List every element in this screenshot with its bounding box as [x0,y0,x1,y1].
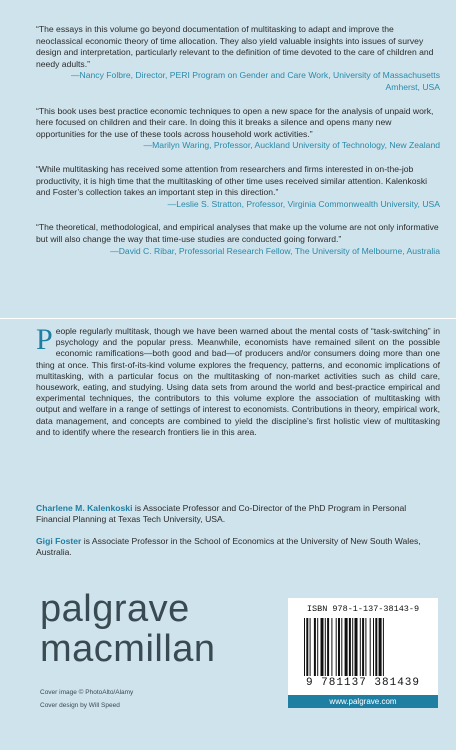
endorsement-quote [36,222,440,257]
author-bio-text: is Associate Professor in the School of Economics at the University of New South Wales, Australia. [36,536,421,558]
cover-design-credit: Cover design by Will Speed [40,702,120,709]
author-bio [36,536,440,559]
cover-image-credit: Cover image © PhotoAlto/Alamy [40,689,134,696]
publisher-logo [40,590,216,668]
quote-attribution: —Marilyn Waring, Professor, Auckland University of Technology, New Zealand [143,140,440,151]
cover-credits [40,686,133,712]
endorsement-quote [36,164,440,210]
description-text: eople regularly multitask, though we have been warned about the mental costs of “task-switching” in psychology and the popular press. Meanwhile, economists have remained silent on the possible economic ramifications—both good and bad—of producers and/or consumers doing more than one thing at once. This first-of-its-kind volume explores the frequency, patterns, and economic implications of multitasking, with a particular focus on the multitasking of non-market activities such as child care, housework, eating, and studying. Using data sets from around the world and best-practice empirical and experimental techniques, the contributors to this volume explore the association of multitasking with output and welfare in a range of settings of interest to economists. Contributions in theory, empirical work, data management, and concepts are combined to yield the discipline’s first holistic view of multitasking and to identify where the research frontiers lie in this area. [36,326,440,437]
endorsement-quote [36,24,440,94]
quote-text: “The theoretical, methodological, and empirical analyses that make up the volume are not only informative but will also change the way that time-use studies are conducted going forward.” [36,222,439,244]
section-divider [0,318,456,319]
quote-attribution: —Nancy Folbre, Director, PERI Program on Gender and Care Work, University of Massachusetts Amherst, USA [70,70,440,92]
quote-attribution: —David C. Ribar, Professorial Research Fellow, The University of Melbourne, Australia [110,245,440,256]
drop-cap: P [36,323,53,356]
logo-line-2: macmillan [40,628,216,670]
quote-text: “While multitasking has received some attention from researchers and firms interested in on-the-job productivity, it is high time that the multitasking of other time uses received similar attention. Kalenkoski and Foster’s collection takes an important step in this direction.” [36,163,428,198]
quote-attribution: —Leslie S. Stratton, Professor, Virginia Commonwealth University, USA [167,198,440,209]
endorsements [36,24,440,269]
endorsement-quote [36,106,440,152]
isbn-label: ISBN 978-1-137-38143-9 [306,604,420,614]
quote-text: “The essays in this volume go beyond documentation of multitasking to adapt and improve the neoclassical economic theory of time allocation. They also yield valuable insights into issues of survey design and interpretation, particularly relevant to the definition of time devoted to the care of children and needy adults.” [36,24,434,69]
isbn-barcode [288,598,438,695]
author-name: Charlene M. Kalenkoski [36,503,133,513]
logo-line-1: palgrave [40,588,190,630]
publisher-url: www.palgrave.com [288,695,438,708]
quote-text: “This book uses best practice economic techniques to open a new space for the analysis of unpaid work, here focused on children and their care. In doing this it breaks a silence and opens many new opportunities for the use of these tools across household work activities.” [36,105,434,139]
author-name: Gigi Foster [36,536,82,546]
barcode-number: 9 781137 381439 [305,677,421,689]
barcode-icon [302,618,426,676]
book-description [36,323,440,438]
author-bio [36,503,440,526]
author-bio-text: is Associate Professor and Co-Director of the PhD Program in Personal Financial Planning at Texas Tech University, USA. [36,503,407,525]
